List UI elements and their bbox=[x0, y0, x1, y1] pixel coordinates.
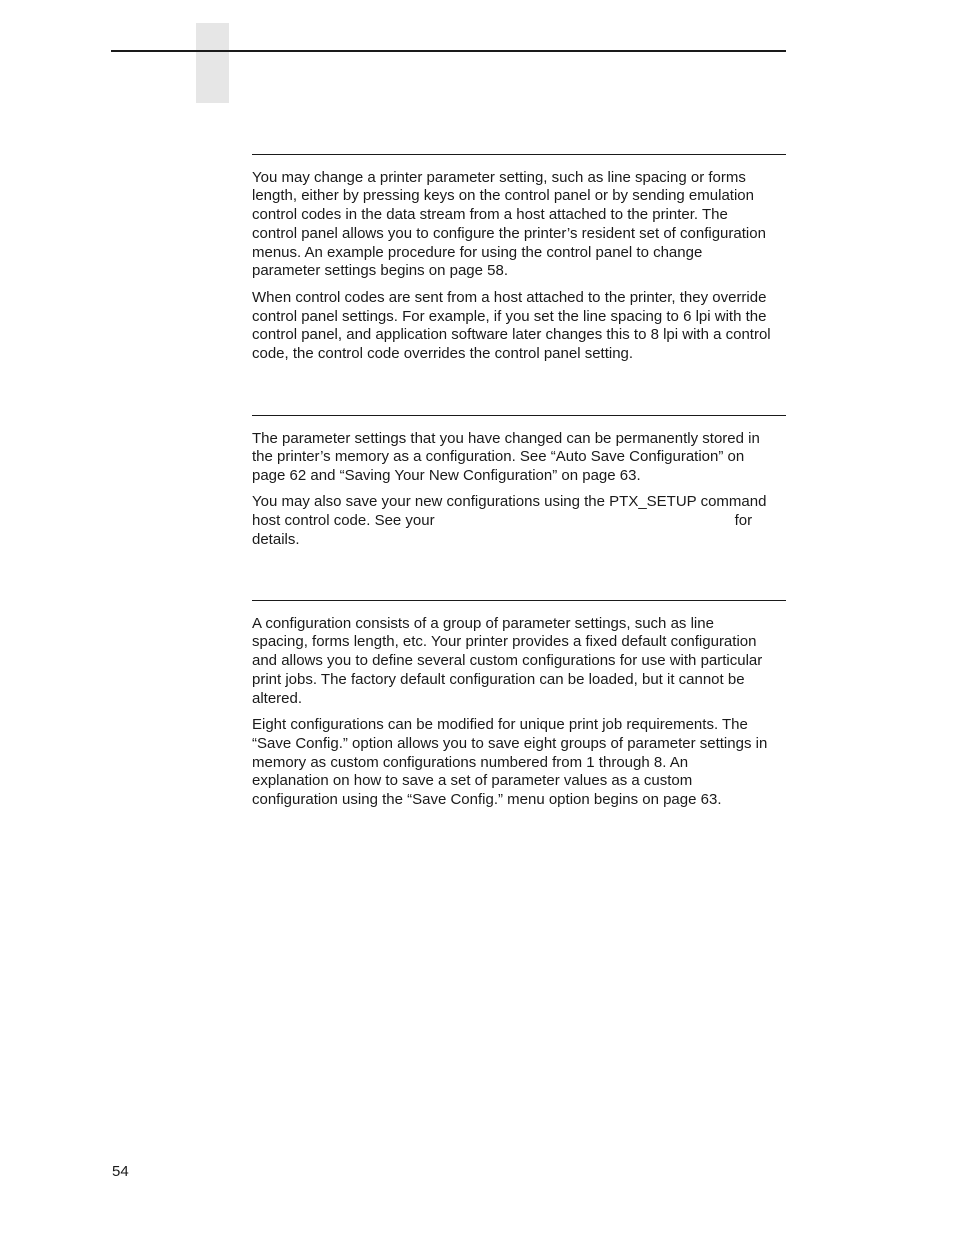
section-configurations bbox=[252, 600, 786, 817]
text-line: altered. bbox=[252, 689, 303, 707]
text-line: You may also save your new configurations using the PTX_SETUP command bbox=[252, 493, 767, 511]
text-line: control panel settings. For example, if you set the line spacing to 6 lpi with the bbox=[252, 307, 767, 325]
text-line: details. bbox=[252, 530, 300, 548]
text-line: When control codes are sent from a host attached to the printer, they override bbox=[252, 288, 767, 306]
text-line: A configuration consists of a group of parameter settings, such as line bbox=[252, 614, 714, 632]
text-line: configuration using the “Save Config.” menu option begins on page 63. bbox=[252, 791, 722, 809]
text-line: code, the control code overrides the control panel setting. bbox=[252, 345, 634, 363]
text-line: menus. An example procedure for using the control panel to change bbox=[252, 243, 703, 261]
text-line: control panel, and application software later changes this to 8 lpi with a control bbox=[252, 326, 771, 344]
paragraph-permanent-storage bbox=[252, 430, 786, 486]
text-line: the printer’s memory as a configuration. See “Auto Save Configuration” on bbox=[252, 448, 745, 466]
text-fragment: host control code. See your bbox=[252, 512, 435, 530]
page-number: 54 bbox=[112, 1163, 129, 1180]
header-rule bbox=[111, 50, 786, 52]
text-line: You may change a printer parameter setting, such as line spacing or forms bbox=[252, 168, 746, 186]
text-line: spacing, forms length, etc. Your printer provides a fixed default configuration bbox=[252, 633, 757, 651]
paragraph-control-codes bbox=[252, 289, 786, 364]
text-line: “Save Config.” option allows you to save eight groups of parameter settings in bbox=[252, 734, 768, 752]
text-line: control codes in the data stream from a host attached to the printer. The bbox=[252, 206, 728, 224]
text-line: print jobs. The factory default configuration can be loaded, but it cannot be bbox=[252, 670, 745, 688]
text-line: explanation on how to save a set of parameter values as a custom bbox=[252, 772, 693, 790]
paragraph-change-settings bbox=[252, 169, 786, 282]
chapter-tab bbox=[196, 23, 229, 103]
text-line bbox=[252, 512, 752, 529]
text-line: Eight configurations can be modified for unique print job requirements. The bbox=[252, 715, 748, 733]
text-line: parameter settings begins on page 58. bbox=[252, 262, 509, 280]
paragraph-configuration-definition bbox=[252, 615, 786, 709]
text-line: control panel allows you to configure the printer’s resident set of configuration bbox=[252, 224, 766, 242]
section-saving-parameters bbox=[252, 415, 786, 557]
paragraph-ptx-setup bbox=[252, 493, 786, 549]
text-line: page 62 and “Saving Your New Configuration” on page 63. bbox=[252, 467, 641, 485]
text-fragment: for bbox=[734, 512, 753, 530]
text-line: The parameter settings that you have changed can be permanently stored in bbox=[252, 429, 760, 447]
text-line: memory as custom configurations numbered from 1 through 8. An bbox=[252, 753, 689, 771]
section-changing-parameters bbox=[252, 154, 786, 371]
text-line: length, either by pressing keys on the control panel or by sending emulation bbox=[252, 187, 754, 205]
text-line: and allows you to define several custom configurations for use with particular bbox=[252, 652, 763, 670]
paragraph-save-config bbox=[252, 716, 786, 810]
